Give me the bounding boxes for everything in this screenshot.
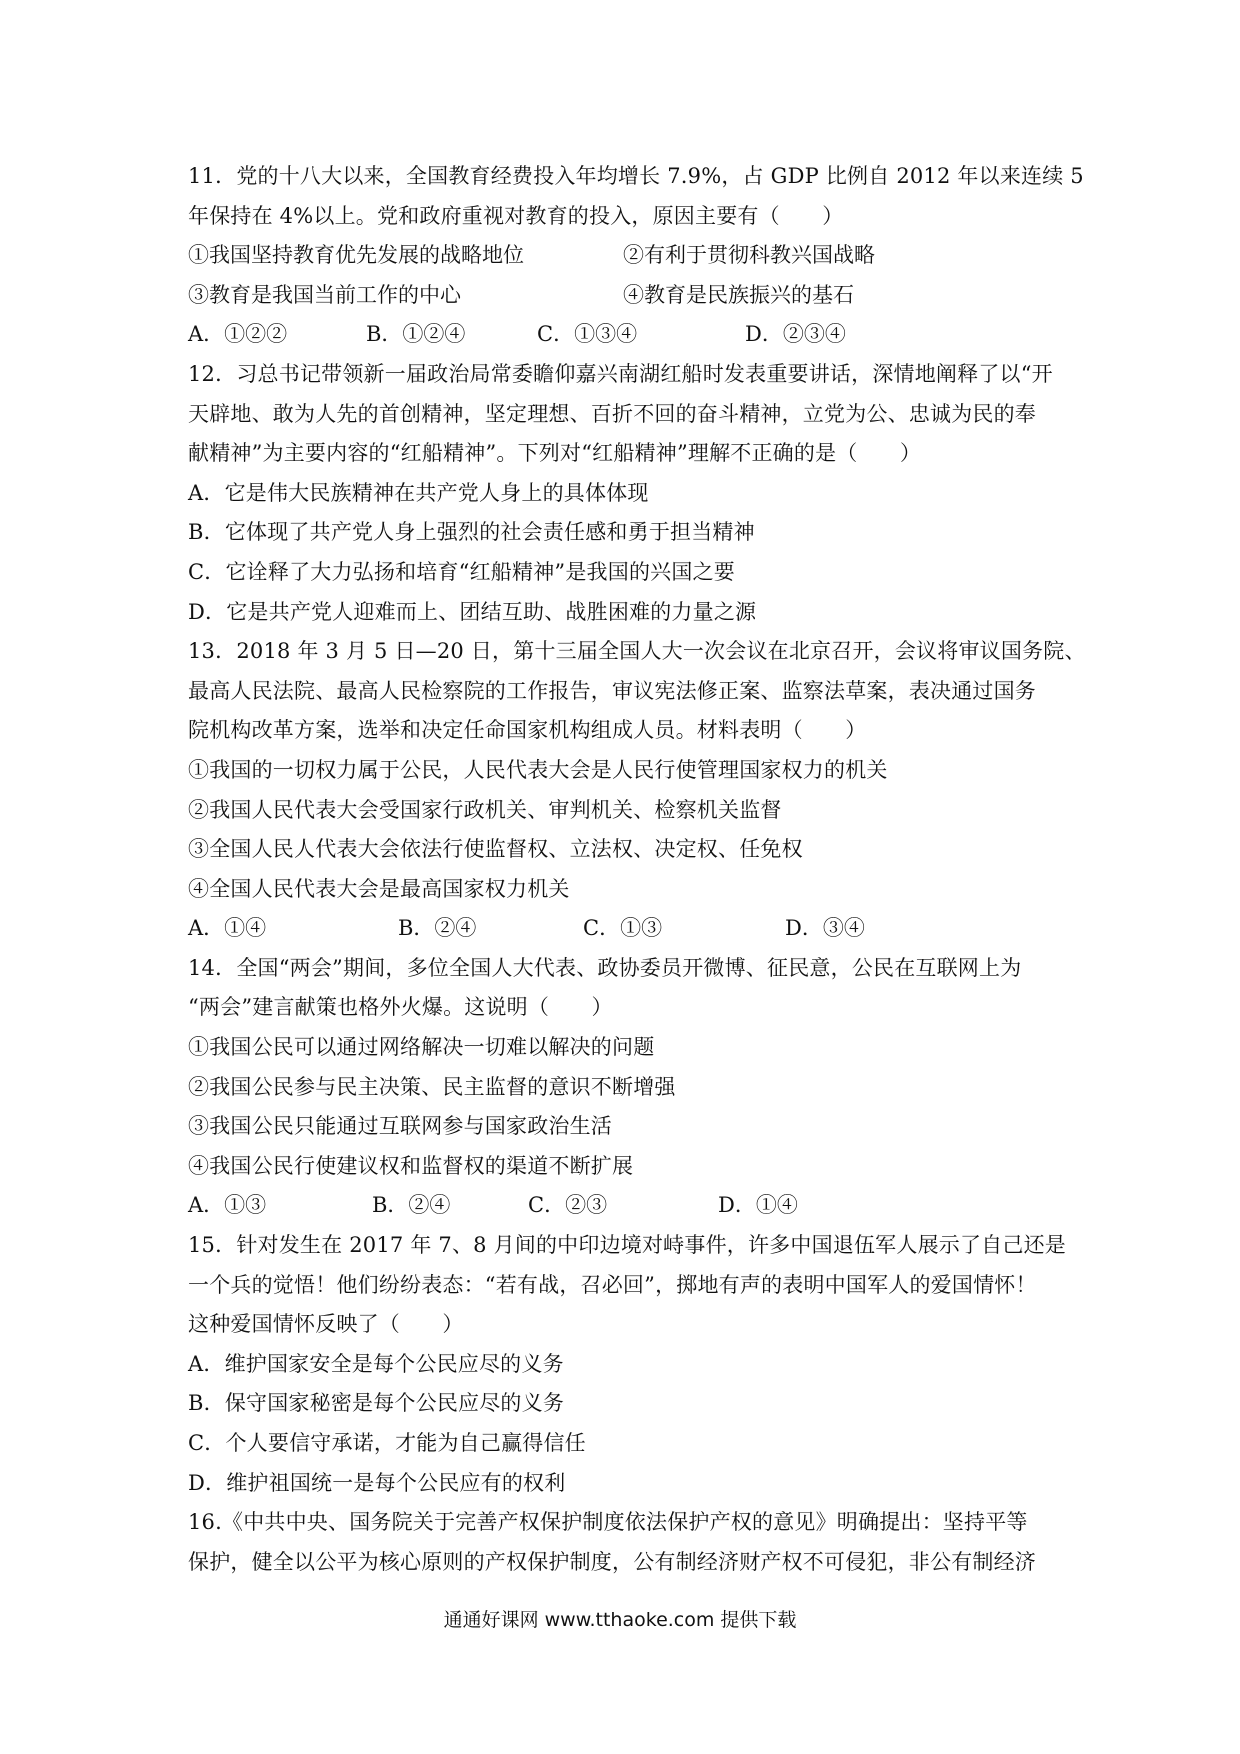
option-a: A．维护国家安全是每个公民应尽的义务 xyxy=(188,1351,564,1376)
option-d: D．③④ xyxy=(785,916,865,941)
question-stem-line: 最高人民法院、最高人民检察院的工作报告，审议宪法修正案、监察法草案，表决通过国务 xyxy=(188,678,1036,703)
question-stem-line: 这种爱国情怀反映了（ ） xyxy=(188,1312,464,1337)
option-a: A．①④ xyxy=(188,916,267,941)
question-13 xyxy=(188,632,1086,949)
statement-row xyxy=(188,276,1058,316)
statement-4: ④我国公民行使建议权和监督权的渠道不断扩展 xyxy=(188,1153,634,1178)
option-b: B．它体现了共产党人身上强烈的社会责任感和勇于担当精神 xyxy=(188,520,755,545)
question-14 xyxy=(188,949,1058,1226)
answer-options xyxy=(188,909,1058,949)
question-stem-line: 院机构改革方案，选举和决定任命国家机构组成人员。材料表明（ ） xyxy=(188,718,867,743)
statement-2: ②我国人民代表大会受国家行政机关、审判机关、检察机关监督 xyxy=(188,797,782,822)
option-c: C．它诠释了大力弘扬和培育“红船精神”是我国的兴国之要 xyxy=(188,559,735,584)
question-stem-line: 献精神”为主要内容的“红船精神”。下列对“红船精神”理解不正确的是（ ） xyxy=(188,441,922,466)
question-stem-line: 11．党的十八大以来，全国教育经费投入年均增长 7.9%，占 GDP 比例自 2012 年以来连续 5 xyxy=(188,164,1084,188)
statement-1: ①我国坚持教育优先发展的战略地位 xyxy=(188,243,524,268)
question-stem-line: 16.《中共中央、国务院关于完善产权保护制度依法保护产权的意见》明确提出：坚持平等 xyxy=(188,1510,1028,1535)
answer-options xyxy=(188,1186,1058,1226)
question-15 xyxy=(188,1226,1066,1503)
question-16 xyxy=(188,1503,1058,1582)
option-b: B．②④ xyxy=(372,1193,451,1218)
question-stem-line: 15．针对发生在 2017 年 7、8 月间的中印边境对峙事件，许多中国退伍军人展示了自己还是 xyxy=(188,1233,1066,1258)
statement-row xyxy=(188,236,1058,276)
option-d: D．维护祖国统一是每个公民应有的权利 xyxy=(188,1470,566,1495)
question-stem-line: 一个兵的觉悟！他们纷纷表态：“若有战，召必回”，掷地有声的表明中国军人的爱国情怀！ xyxy=(188,1272,1037,1297)
option-a: A．它是伟大民族精神在共产党人身上的具体体现 xyxy=(188,480,649,505)
statement-1: ①我国的一切权力属于公民，人民代表大会是人民行使管理国家权力的机关 xyxy=(188,757,888,782)
answer-options xyxy=(188,315,1058,355)
option-c: C．①③ xyxy=(583,916,663,941)
statement-4: ④全国人民代表大会是最高国家权力机关 xyxy=(188,876,570,901)
option-c: C．②③ xyxy=(528,1193,608,1218)
option-b: B．保守国家秘密是每个公民应尽的义务 xyxy=(188,1391,565,1416)
question-stem-line: 年保持在 4%以上。党和政府重视对教育的投入，原因主要有（ ） xyxy=(188,203,844,228)
question-stem-line: 保护，健全以公平为核心原则的产权保护制度，公有制经济财产权不可侵犯，非公有制经济 xyxy=(188,1549,1036,1574)
option-d: D．①④ xyxy=(718,1193,798,1218)
statement-3: ③我国公民只能通过互联网参与国家政治生活 xyxy=(188,1114,612,1139)
question-stem-line: 14．全国“两会”期间，多位全国人大代表、政协委员开微博、征民意，公民在互联网上为 xyxy=(188,955,1022,980)
option-c: C．①③④ xyxy=(537,322,638,347)
option-c: C．个人要信守承诺，才能为自己赢得信任 xyxy=(188,1431,586,1455)
option-b: B．②④ xyxy=(398,916,477,941)
question-stem-line: 天辟地、敢为人先的首创精神，坚定理想、百折不回的奋斗精神，立党为公、忠诚为民的奉 xyxy=(188,401,1036,426)
statement-4: ④教育是民族振兴的基石 xyxy=(623,282,854,307)
question-stem-line: 12．习总书记带领新一届政治局常委瞻仰嘉兴南湖红船时发表重要讲话，深情地阐释了以“开 xyxy=(188,361,1053,386)
option-d: D．②③④ xyxy=(745,322,846,347)
statement-2: ②我国公民参与民主决策、民主监督的意识不断增强 xyxy=(188,1074,676,1099)
question-stem-line: 13．2018 年 3 月 5 日—20 日，第十三届全国人大一次会议在北京召开，会议将审议国务院、 xyxy=(188,639,1086,664)
page-footer: 通通好课网 www.tthaoke.com 提供下载 xyxy=(443,1609,797,1631)
question-stem-line: “两会”建言献策也格外火爆。这说明（ ） xyxy=(188,995,613,1020)
option-d: D．它是共产党人迎难而上、团结互助、战胜困难的力量之源 xyxy=(188,599,757,624)
question-list xyxy=(188,157,1086,1582)
question-12 xyxy=(188,355,1058,632)
question-11 xyxy=(188,157,1084,355)
option-b: B．①②④ xyxy=(366,322,466,347)
option-a: A．①②② xyxy=(188,322,288,347)
statement-1: ①我国公民可以通过网络解决一切难以解决的问题 xyxy=(188,1035,655,1060)
option-a: A．①③ xyxy=(188,1193,267,1218)
statement-3: ③全国人民人代表大会依法行使监督权、立法权、决定权、任免权 xyxy=(188,837,803,862)
statement-2: ②有利于贯彻科教兴国战略 xyxy=(623,243,875,268)
statement-3: ③教育是我国当前工作的中心 xyxy=(188,282,461,307)
